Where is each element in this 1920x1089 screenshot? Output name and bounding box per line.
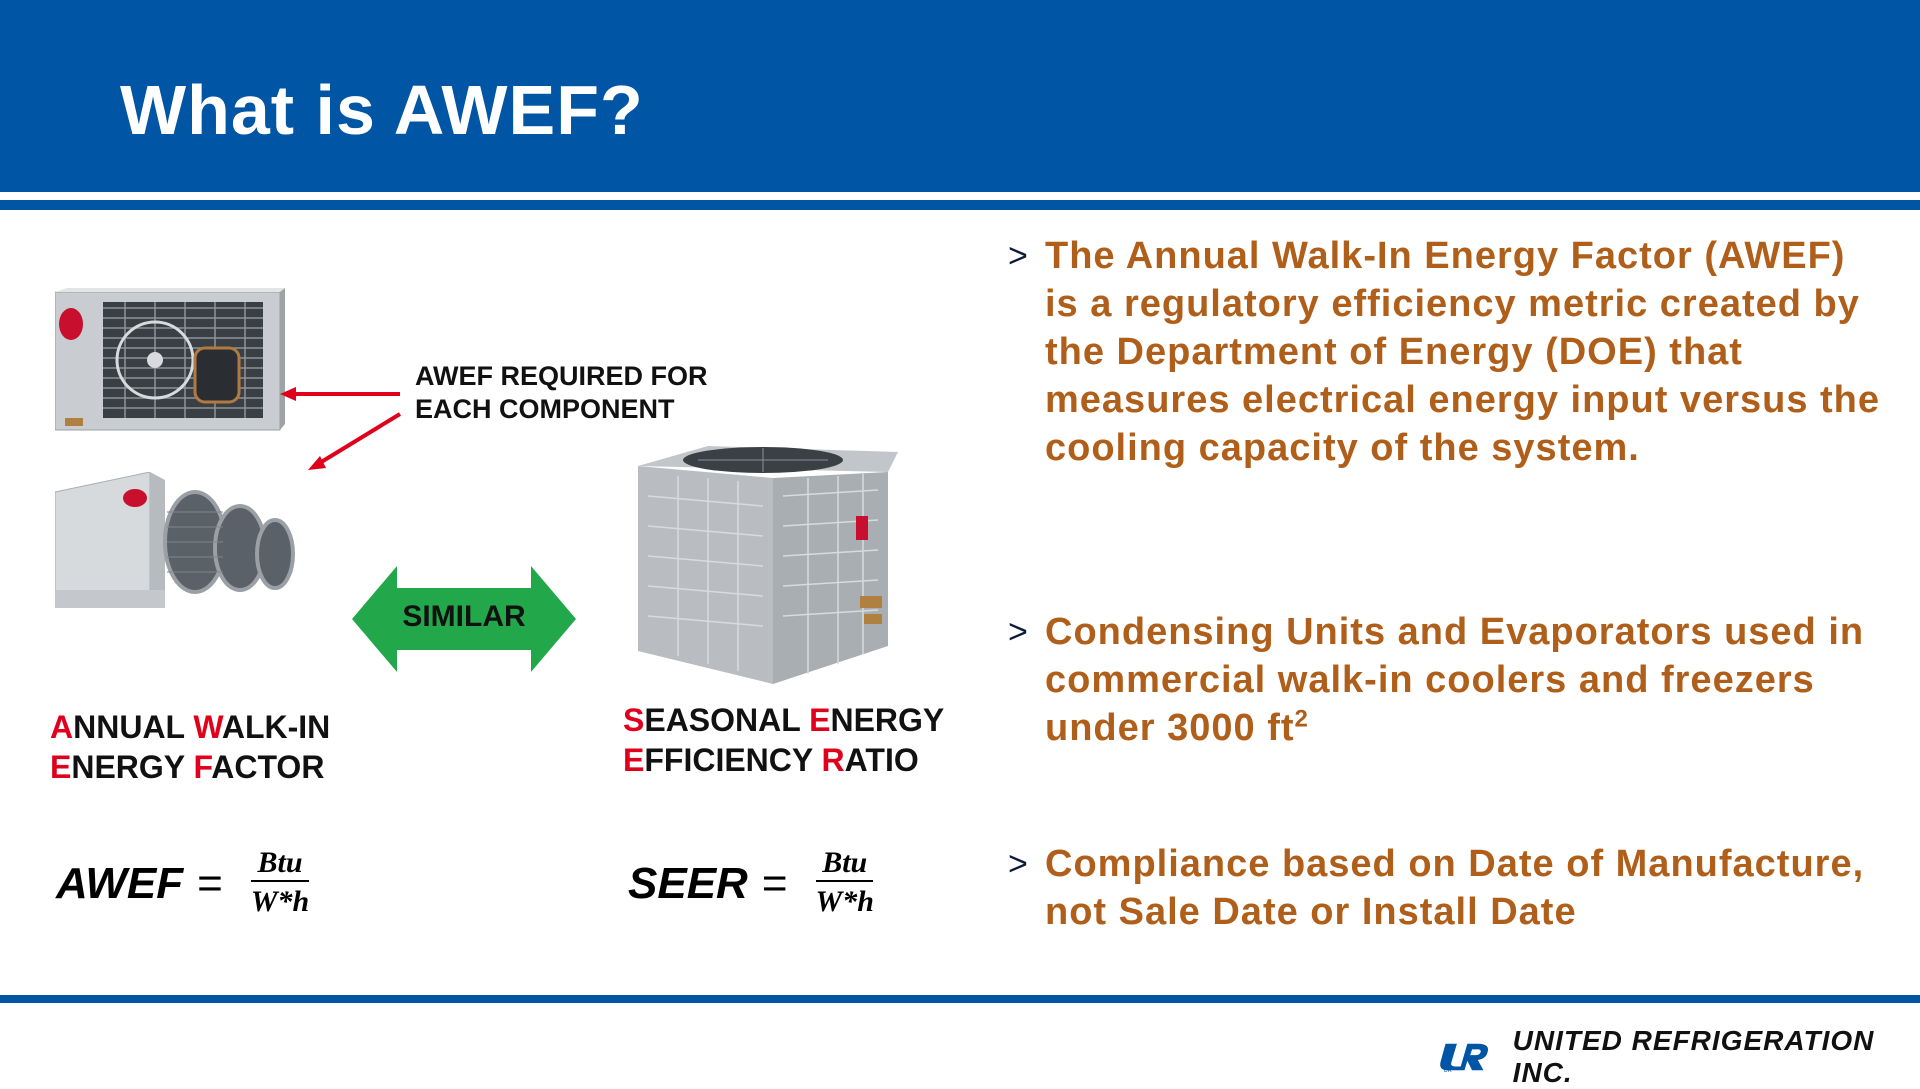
seer-formula-numerator: Btu [816, 846, 873, 882]
seer-formula-denominator: W*h [815, 885, 874, 918]
awef-acronym [50, 707, 330, 787]
seer-acronym-line-1: SEASONAL ENERGY [623, 702, 945, 738]
callout-line-2: EACH COMPONENT [415, 394, 675, 424]
condensing-unit-image [55, 288, 285, 438]
awef-acronym-line-2: ENERGY FACTOR [50, 749, 325, 785]
top-divider [0, 200, 1920, 210]
bullet-marker: > [1008, 613, 1028, 651]
awef-formula [56, 846, 311, 922]
slide-title: What is AWEF? [120, 71, 644, 149]
seer-acronym [623, 700, 944, 780]
callout-arrows [270, 380, 410, 480]
seer-formula [628, 846, 876, 922]
awef-formula-equals: = [197, 859, 223, 908]
bullet-marker: > [1008, 237, 1028, 275]
bullet-compliance [1008, 840, 1888, 936]
bullet-text: Condensing Units and Evaporators used in commercial walk-in coolers and freezers under 3000 $ft^2$ [1045, 611, 1865, 749]
ur-logo-mark-icon [1438, 1039, 1497, 1075]
awef-acronym-line-1: ANNUAL WALK-IN [50, 709, 331, 745]
awef-formula-lhs: AWEF [56, 859, 184, 908]
seer-formula-lhs: SEER [628, 859, 748, 908]
united-refrigeration-logo [1438, 1025, 1920, 1089]
bullet-applicability [1008, 608, 1888, 752]
residential-ac-unit-image [638, 446, 898, 686]
bullet-text: The Annual Walk-In Energy Factor (AWEF) is a regulatory efficiency metric created by the Department of Energy (DOE) that measures electrical energy input versus the cooling capacity of the system. [1045, 235, 1881, 469]
bottom-divider [0, 995, 1920, 1003]
seer-formula-fraction [814, 846, 876, 922]
header-bar [0, 0, 1920, 192]
seer-acronym-line-2: EFFICIENCY RATIO [623, 742, 919, 778]
similar-label: SIMILAR [402, 600, 526, 633]
bullet-marker: > [1008, 845, 1028, 883]
awef-formula-numerator: Btu [251, 846, 308, 882]
callout-line-1: AWEF REQUIRED FOR [415, 361, 708, 391]
bullet-text: Compliance based on Date of Manufacture, not Sale Date or Install Date [1045, 843, 1865, 933]
ur-logo-mark-text: UR [1443, 1068, 1452, 1075]
logo-text: UNITED REFRIGERATION INC. [1512, 1025, 1875, 1088]
callout-text [415, 360, 708, 426]
evaporator-image [55, 472, 295, 612]
awef-formula-denominator: W*h [250, 885, 310, 918]
awef-formula-fraction [249, 846, 311, 922]
seer-formula-equals: = [761, 859, 788, 908]
bullet-awef-definition [1008, 232, 1888, 472]
